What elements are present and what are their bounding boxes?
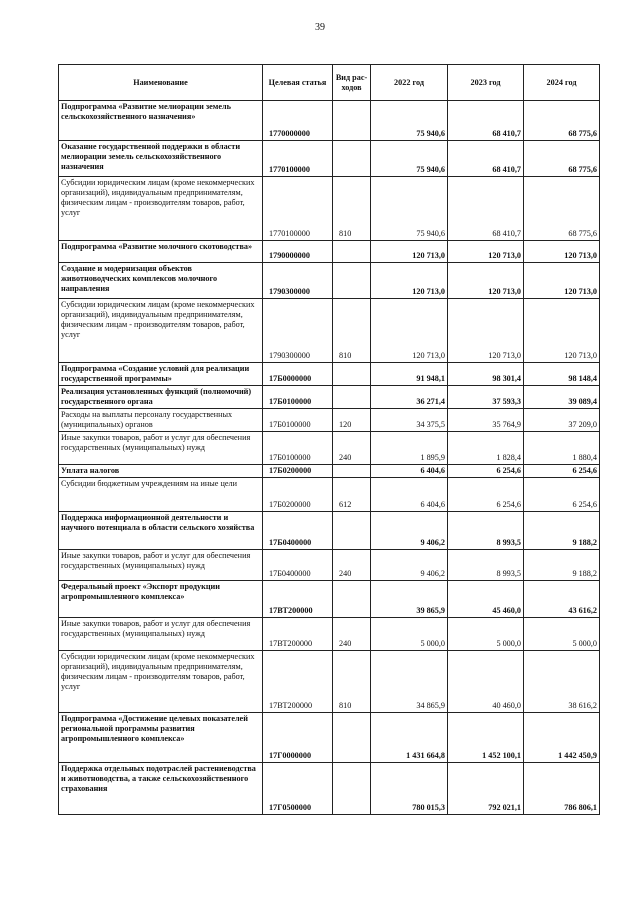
row-value-2024: 6 254,6: [524, 478, 600, 512]
row-value-2022: 120 713,0: [371, 241, 448, 263]
row-target-article: 17ВТ200000: [263, 618, 333, 651]
table-row: [59, 651, 600, 713]
table-row: [59, 512, 600, 550]
row-value-2022: 120 713,0: [371, 263, 448, 299]
table-row: [59, 618, 600, 651]
row-value-2022: 39 865,9: [371, 581, 448, 618]
row-value-2024: 120 713,0: [524, 299, 600, 363]
row-name: Иные закупки товаров, работ и услуг для обеспечения государственных (муниципальных) нужд: [59, 432, 263, 465]
table-row: [59, 177, 600, 241]
header-2023: 2023 год: [448, 65, 524, 101]
table-row: [59, 550, 600, 581]
row-expense-type: 810: [333, 299, 371, 363]
row-target-article: 1770000000: [263, 101, 333, 141]
row-value-2023: 120 713,0: [448, 299, 524, 363]
row-value-2024: 68 775,6: [524, 177, 600, 241]
row-expense-type: 240: [333, 550, 371, 581]
row-value-2022: 5 000,0: [371, 618, 448, 651]
row-expense-type: [333, 241, 371, 263]
header-2024: 2024 год: [524, 65, 600, 101]
table-row: [59, 101, 600, 141]
row-name: Субсидии юридическим лицам (кроме некоммерческих организаций), индивидуальным предпринимателям, физическим лицам - производителям товаров, работ, услуг: [59, 299, 263, 363]
row-expense-type: 120: [333, 409, 371, 432]
row-value-2022: 91 948,1: [371, 363, 448, 386]
row-value-2023: 6 254,6: [448, 478, 524, 512]
row-value-2023: 120 713,0: [448, 241, 524, 263]
row-value-2022: 9 406,2: [371, 512, 448, 550]
row-value-2024: 68 775,6: [524, 141, 600, 177]
table-row: [59, 363, 600, 386]
row-value-2024: 39 089,4: [524, 386, 600, 409]
header-2022: 2022 год: [371, 65, 448, 101]
row-value-2022: 75 940,6: [371, 101, 448, 141]
row-value-2022: 34 865,9: [371, 651, 448, 713]
row-value-2023: 37 593,3: [448, 386, 524, 409]
row-value-2023: 5 000,0: [448, 618, 524, 651]
row-target-article: 17Г0000000: [263, 713, 333, 763]
table-row: [59, 478, 600, 512]
row-value-2024: 1 442 450,9: [524, 713, 600, 763]
row-name: Иные закупки товаров, работ и услуг для обеспечения государственных (муниципальных) нужд: [59, 618, 263, 651]
table-body: [59, 101, 600, 815]
row-target-article: 17Б0100000: [263, 409, 333, 432]
row-value-2023: 120 713,0: [448, 263, 524, 299]
row-expense-type: [333, 363, 371, 386]
row-name: Субсидии бюджетным учреждениям на иные цели: [59, 478, 263, 512]
row-value-2024: 68 775,6: [524, 101, 600, 141]
row-expense-type: [333, 101, 371, 141]
row-target-article: 1790300000: [263, 299, 333, 363]
row-expense-type: 240: [333, 432, 371, 465]
row-expense-type: [333, 465, 371, 478]
row-name: Субсидии юридическим лицам (кроме некоммерческих организаций), индивидуальным предпринимателям, физическим лицам - производителям товаров, работ, услуг: [59, 177, 263, 241]
row-value-2022: 9 406,2: [371, 550, 448, 581]
row-target-article: 17Б0100000: [263, 386, 333, 409]
table-row: [59, 713, 600, 763]
row-expense-type: [333, 263, 371, 299]
row-target-article: 1790000000: [263, 241, 333, 263]
row-value-2023: 98 301,4: [448, 363, 524, 386]
row-value-2023: 1 828,4: [448, 432, 524, 465]
row-value-2023: 40 460,0: [448, 651, 524, 713]
row-name: Реализация установленных функций (полномочий) государственного органа: [59, 386, 263, 409]
row-expense-type: [333, 581, 371, 618]
row-expense-type: 810: [333, 651, 371, 713]
row-value-2022: 780 015,3: [371, 763, 448, 815]
row-value-2024: 786 806,1: [524, 763, 600, 815]
page-number: 39: [315, 22, 325, 33]
row-name: Оказание государственной поддержки в области мелиорации земель сельскохозяйственного назначения: [59, 141, 263, 177]
row-value-2022: 120 713,0: [371, 299, 448, 363]
table-row: [59, 386, 600, 409]
row-name: Уплата налогов: [59, 465, 263, 478]
row-value-2024: 43 616,2: [524, 581, 600, 618]
row-value-2022: 34 375,5: [371, 409, 448, 432]
row-value-2022: 6 404,6: [371, 465, 448, 478]
row-value-2023: 6 254,6: [448, 465, 524, 478]
row-value-2023: 8 993,5: [448, 512, 524, 550]
row-target-article: 1770100000: [263, 141, 333, 177]
row-value-2024: 9 188,2: [524, 512, 600, 550]
table-row: [59, 581, 600, 618]
row-value-2024: 5 000,0: [524, 618, 600, 651]
row-name: Создание и модернизация объектов животноводческих комплексов молочного направления: [59, 263, 263, 299]
row-name: Расходы на выплаты персоналу государственных (муниципальных) органов: [59, 409, 263, 432]
row-target-article: 17ВТ200000: [263, 651, 333, 713]
table-row: [59, 432, 600, 465]
row-value-2023: 45 460,0: [448, 581, 524, 618]
row-expense-type: [333, 512, 371, 550]
row-target-article: 17Б0200000: [263, 465, 333, 478]
row-target-article: 1770100000: [263, 177, 333, 241]
row-value-2024: 120 713,0: [524, 263, 600, 299]
row-name: Федеральный проект «Экспорт продукции агропромышленного комплекса»: [59, 581, 263, 618]
row-expense-type: [333, 386, 371, 409]
header-name: Наименование: [59, 65, 263, 101]
row-value-2023: 1 452 100,1: [448, 713, 524, 763]
row-target-article: 17ВТ200000: [263, 581, 333, 618]
row-value-2023: 792 021,1: [448, 763, 524, 815]
row-name: Подпрограмма «Развитие мелиорации земель сельскохозяйственного назначения»: [59, 101, 263, 141]
row-value-2022: 6 404,6: [371, 478, 448, 512]
row-target-article: 17Б0400000: [263, 512, 333, 550]
row-name: Субсидии юридическим лицам (кроме некоммерческих организаций), индивидуальным предпринимателям, физическим лицам - производителям товаров, работ, услуг: [59, 651, 263, 713]
row-value-2022: 75 940,6: [371, 141, 448, 177]
row-target-article: 17Б0400000: [263, 550, 333, 581]
row-value-2024: 98 148,4: [524, 363, 600, 386]
row-expense-type: [333, 713, 371, 763]
row-value-2023: 68 410,7: [448, 101, 524, 141]
header-expense-type: Вид рас-ходов: [333, 65, 371, 101]
row-value-2024: 120 713,0: [524, 241, 600, 263]
row-target-article: 17Б0100000: [263, 432, 333, 465]
row-value-2024: 37 209,0: [524, 409, 600, 432]
row-value-2024: 38 616,2: [524, 651, 600, 713]
row-value-2023: 35 764,9: [448, 409, 524, 432]
budget-table: [58, 64, 600, 815]
row-value-2022: 1 431 664,8: [371, 713, 448, 763]
row-target-article: 17Б0000000: [263, 363, 333, 386]
row-name: Поддержка информационной деятельности и научного потенциала в области сельского хозяйства: [59, 512, 263, 550]
row-name: Иные закупки товаров, работ и услуг для обеспечения государственных (муниципальных) нужд: [59, 550, 263, 581]
table-row: [59, 241, 600, 263]
row-value-2024: 1 880,4: [524, 432, 600, 465]
row-value-2022: 1 895,9: [371, 432, 448, 465]
table-row: [59, 763, 600, 815]
row-value-2022: 36 271,4: [371, 386, 448, 409]
row-value-2023: 8 993,5: [448, 550, 524, 581]
row-name: Поддержка отдельных подотраслей растениеводства и животноводства, а также сельскохозяйственного страхования: [59, 763, 263, 815]
table-row: [59, 409, 600, 432]
row-expense-type: [333, 763, 371, 815]
table-row: [59, 299, 600, 363]
row-value-2023: 68 410,7: [448, 177, 524, 241]
row-value-2024: 9 188,2: [524, 550, 600, 581]
table-header-row: [59, 65, 600, 101]
row-expense-type: 810: [333, 177, 371, 241]
row-expense-type: 612: [333, 478, 371, 512]
row-target-article: 17Г0500000: [263, 763, 333, 815]
row-target-article: 1790300000: [263, 263, 333, 299]
row-name: Подпрограмма «Достижение целевых показателей региональной программы развития агропромышленного комплекса»: [59, 713, 263, 763]
row-target-article: 17Б0200000: [263, 478, 333, 512]
row-expense-type: [333, 141, 371, 177]
table-row: [59, 465, 600, 478]
row-value-2023: 68 410,7: [448, 141, 524, 177]
row-value-2024: 6 254,6: [524, 465, 600, 478]
row-name: Подпрограмма «Развитие молочного скотоводства»: [59, 241, 263, 263]
row-value-2022: 75 940,6: [371, 177, 448, 241]
row-expense-type: 240: [333, 618, 371, 651]
header-target-article: Целевая статья: [263, 65, 333, 101]
row-name: Подпрограмма «Создание условий для реализации государственной программы»: [59, 363, 263, 386]
table-row: [59, 263, 600, 299]
table-row: [59, 141, 600, 177]
